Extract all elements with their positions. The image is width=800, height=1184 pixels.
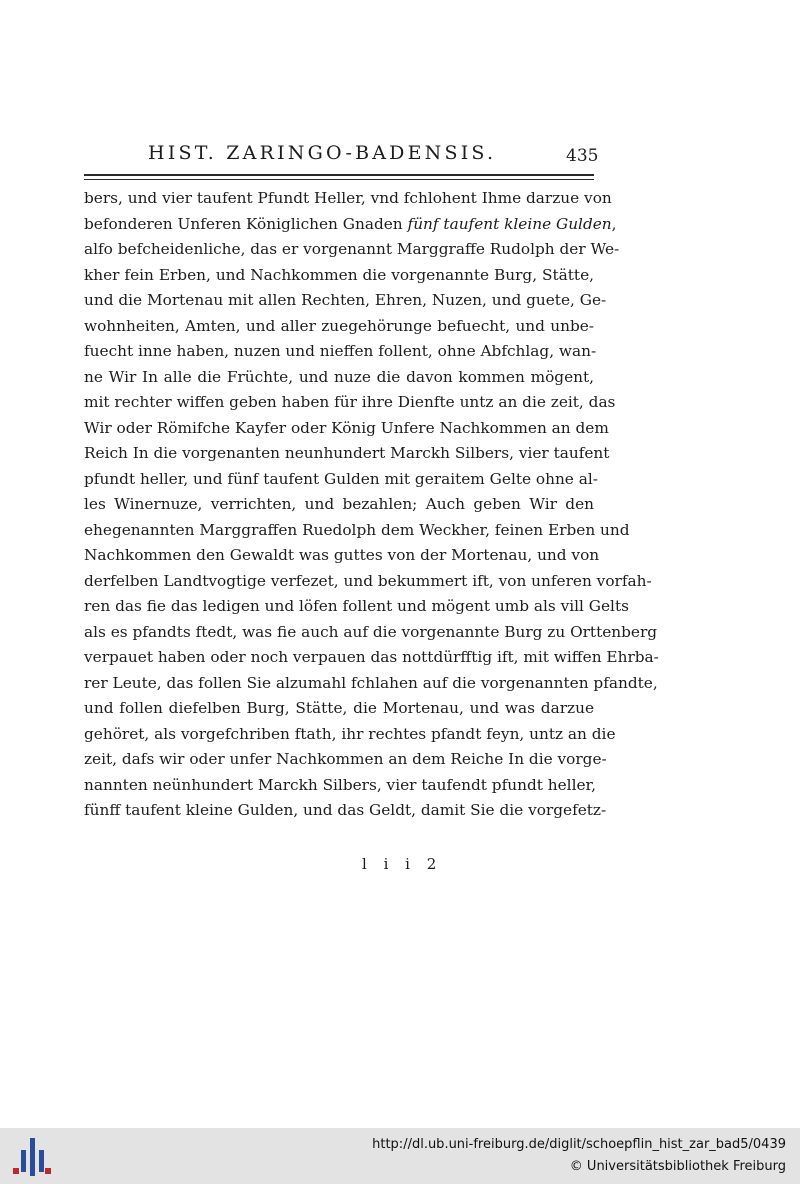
text-line: alfo befcheidenliche, das er vorgenannt Marggraffe Rudolph der We-: [84, 240, 620, 258]
text-line: ren das fie das ledigen und löfen follent und mögent umb als vill Gelts: [84, 597, 629, 615]
text-line: mit rechter wiffen geben haben für ihre Dienfte untz an die zeit, das: [84, 393, 616, 411]
text-line: ehegenannten Marggraffen Ruedolph dem Weckher, feinen Erben und: [84, 520, 630, 539]
header-rule-thin: [84, 179, 594, 180]
text-line: les Winernuze, verrichten, und bezahlen; Auch geben Wir den: [84, 495, 594, 513]
signature-mark: l i i 2: [362, 855, 443, 873]
text-line: verpauet haben oder noch verpauen das nottdürfftig ift, mit wiffen Ehrba-: [84, 648, 659, 666]
text-line: kher fein Erben, und Nachkommen die vorgenannte Burg, Stätte,: [84, 265, 594, 284]
running-title: HIST. ZARINGO-BADENSIS.: [148, 142, 497, 164]
text-line: nannten neünhundert Marckh Silbers, vier taufendt pfundt heller,: [84, 775, 597, 794]
text-line: rer Leute, das follen Sie alzumahl fchlahen auf die vorgenannten pfandte,: [84, 673, 658, 692]
body-text: [84, 186, 659, 824]
permalink-url[interactable]: http://dl.ub.uni-freiburg.de/diglit/schoepflin_hist_zar_bad5/0439: [372, 1137, 786, 1152]
text-line: pfundt heller, und fünf taufent Gulden mit geraitem Gelte ohne al-: [84, 469, 598, 488]
header-rule-thick: [84, 174, 594, 176]
text-line: wohnheiten, Amten, und aller zuegehörunge befuecht, und unbe-: [84, 316, 594, 335]
page-header: [0, 140, 800, 170]
italic-phrase: fünf taufent kleine Gulden: [407, 214, 612, 233]
library-logo-icon: [12, 1136, 52, 1178]
text-line: zeit, dafs wir oder unfer Nachkommen an dem Reiche In die vorge-: [84, 750, 607, 768]
text-line: als es pfandts ftedt, was fie auch auf die vorgenannte Burg zu Orttenberg: [84, 622, 658, 641]
text-line: Wir oder Römifche Kayfer oder König Unfere Nachkommen an dem: [84, 418, 609, 437]
footer-bar: [0, 1128, 800, 1184]
text-line: gehöret, als vorgefchriben ftath, ihr rechtes pfandt feyn, untz an die: [84, 724, 616, 743]
text-line: und follen diefelben Burg, Stätte, die Mortenau, und was darzue: [84, 699, 594, 717]
text-line: derfelben Landtvogtige verfezet, und bekummert ift, von unferen vorfah-: [84, 571, 652, 590]
text-line-start: befonderen Unferen Königlichen Gnaden: [84, 214, 403, 233]
italic-phrase-tail: ,: [611, 214, 617, 233]
text-line: fuecht inne haben, nuzen und nieffen follent, ohne Abfchlag, wan-: [84, 342, 597, 360]
text-line: ne Wir In alle die Früchte, und nuze die davon kommen mögent,: [84, 367, 594, 386]
text-line: Reich In die vorgenanten neunhundert Marckh Silbers, vier taufent: [84, 444, 610, 462]
copyright-notice: © Universitätsbibliothek Freiburg: [569, 1159, 786, 1174]
text-line: [84, 212, 617, 238]
text-line: Nachkommen den Gewaldt was guttes von der Mortenau, und von: [84, 546, 600, 564]
text-line: bers, und vier taufent Pfundt Heller, vnd fchlohent Ihme darzue von: [84, 189, 612, 207]
text-line: fünff taufent kleine Gulden, und das Geldt, damit Sie die vorgefetz-: [84, 801, 607, 819]
text-line: und die Mortenau mit allen Rechten, Ehren, Nuzen, und guete, Ge-: [84, 291, 607, 309]
page-number: 435: [566, 146, 599, 166]
